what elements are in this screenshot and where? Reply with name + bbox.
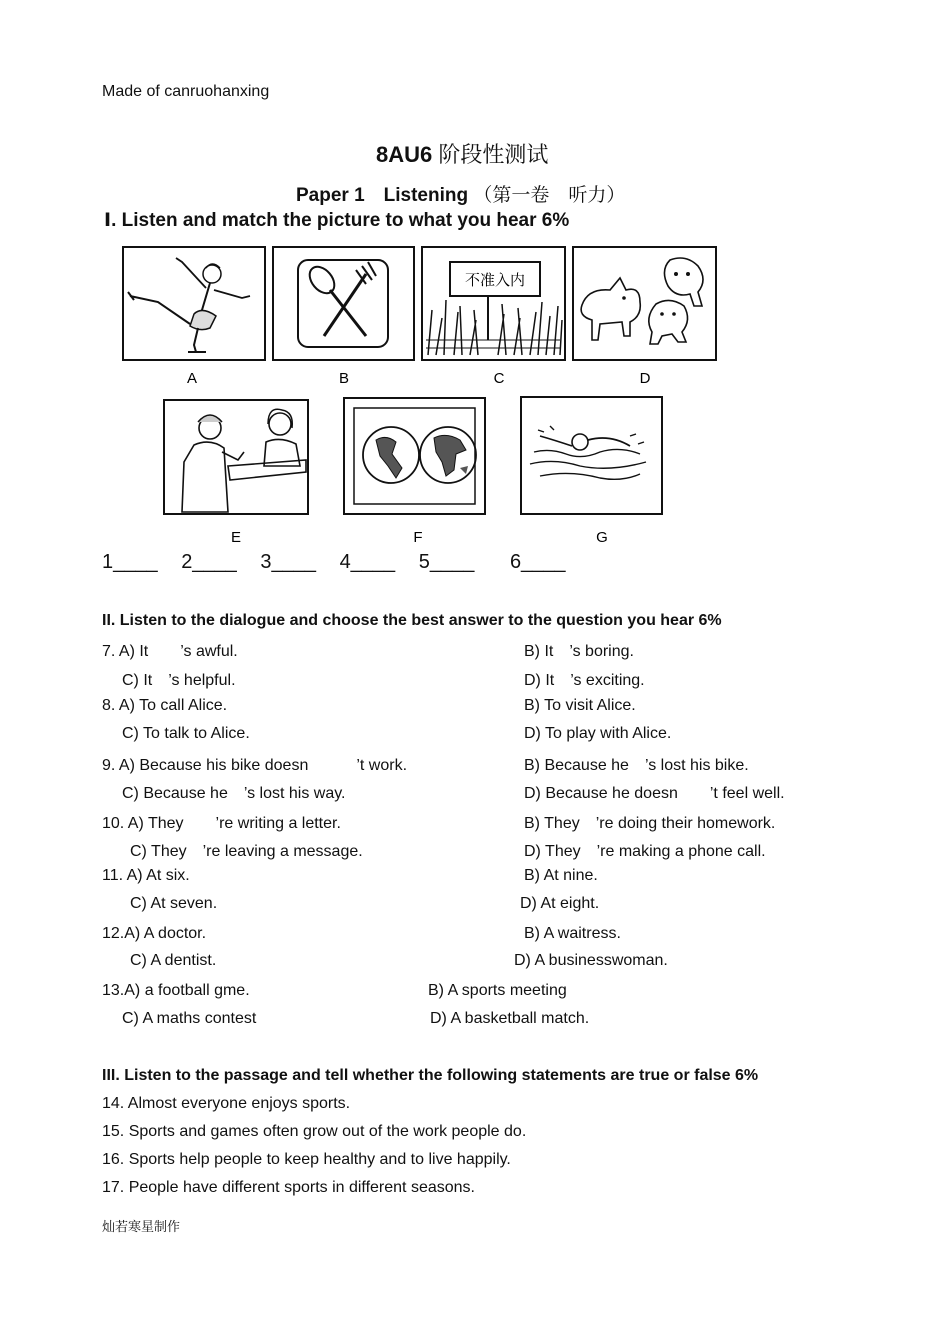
option-left[interactable]: 10. A) They ’re writing a letter. [102,815,341,832]
answer-blank[interactable]: 5____ [418,551,475,573]
option-right[interactable]: B) Because he ’s lost his bike. [524,757,749,774]
picture-label-c: C [493,370,505,387]
option-right[interactable]: D) It ’s exciting. [524,672,645,689]
option-left[interactable]: C) Because he ’s lost his way. [122,785,346,802]
answer-blank[interactable]: 2____ [181,551,237,573]
option-right[interactable]: D) Because he doesn ’t feel well. [524,785,785,802]
sign-text: 不准入内 [464,272,526,289]
section1-heading: Ⅰ. Listen and match the picture to what you hear 6% [104,210,570,231]
option-right[interactable]: D) At eight. [520,895,600,912]
option-left[interactable]: 13.A) a football gme. [102,982,250,999]
page-title [376,138,548,169]
option-left[interactable]: C) A maths contest [122,1010,257,1027]
option-right[interactable]: D) They ’re making a phone call. [524,843,766,860]
option-left[interactable]: 11. A) At six. [102,867,190,884]
picture-grid [110,240,730,550]
answer-blank[interactable]: 3____ [260,551,316,573]
section2-heading: II. Listen to the dialogue and choose the best answer to the question you hear 6% [102,612,722,629]
answer-blank[interactable]: 1____ [102,551,158,573]
swimmer-icon [521,397,662,514]
title-code: 8AU6 [376,142,433,167]
picture-label-g: G [596,529,608,546]
option-left[interactable]: 7. A) It ’s awful. [102,643,238,660]
statement-item: 14. Almost everyone enjoys sports. [102,1095,351,1112]
footer-note: 灿若寒星制作 [102,1220,181,1235]
option-right[interactable]: B) To visit Alice. [524,697,636,714]
section3-heading: III. Listen to the passage and tell whether the following statements are true or false 6% [102,1067,759,1084]
option-left[interactable]: C) It ’s helpful. [122,672,236,689]
option-left[interactable]: C) A dentist. [130,952,217,969]
option-right[interactable]: B) A waitress. [524,925,621,942]
option-right[interactable]: B) They ’re doing their homework. [524,815,776,832]
dogs-icon [573,247,716,360]
world-map-icon [344,398,485,514]
answer-blanks [102,551,566,574]
option-left[interactable]: C) They ’re leaving a message. [130,843,363,860]
paper-heading [296,180,625,207]
no-entry-sign-icon [422,247,565,360]
picture-label-b: B [338,370,350,387]
option-left[interactable]: 8. A) To call Alice. [102,697,228,714]
statement-item: 16. Sports help people to keep healthy and to live happily. [102,1151,511,1168]
picture-label-a: A [186,370,198,387]
option-right[interactable]: B) At nine. [524,867,598,884]
spoon-fork-icon [273,247,414,360]
answer-blank[interactable]: 6____ [509,551,566,573]
option-left[interactable]: 9. A) Because his bike doesn ’t work. [102,757,408,774]
made-of-note: Made of canruohanxing [102,83,270,100]
option-right[interactable]: B) A sports meeting [428,982,567,999]
paper-cn: （第一卷 听力） [473,184,626,206]
figure-skater-icon [123,247,265,360]
statement-item: 17. People have different sports in different seasons. [102,1179,475,1196]
picture-label-e: E [230,529,242,546]
option-right[interactable]: D) A basketball match. [430,1010,590,1027]
option-left[interactable]: C) At seven. [130,895,218,912]
picture-label-f: F [413,529,423,546]
statement-item: 15. Sports and games often grow out of the work people do. [102,1123,527,1140]
option-right[interactable]: D) A businesswoman. [514,952,668,969]
option-left[interactable]: 12.A) A doctor. [102,925,207,942]
option-right[interactable]: D) To play with Alice. [524,725,672,742]
doctor-patient-icon [164,400,308,514]
title-cn: 阶段性测试 [438,143,549,168]
paper-label: Paper 1 Listening [296,185,469,206]
picture-label-d: D [639,370,651,387]
answer-blank[interactable]: 4____ [339,551,396,573]
option-left[interactable]: C) To talk to Alice. [122,725,250,742]
option-right[interactable]: B) It ’s boring. [524,643,634,660]
